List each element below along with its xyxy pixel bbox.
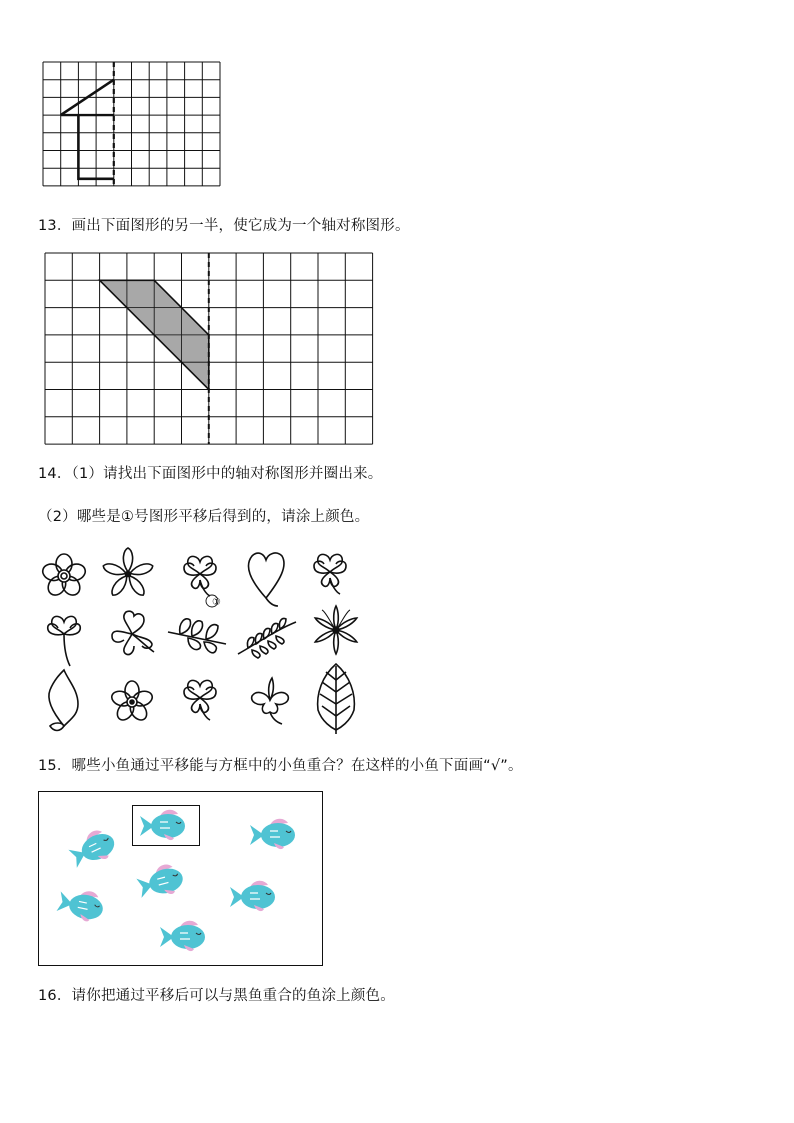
clover-icon-1[interactable] xyxy=(184,556,216,596)
clover-icon-2[interactable] xyxy=(314,554,346,594)
flower-icon-2[interactable] xyxy=(110,681,154,723)
leaf-icon[interactable] xyxy=(318,664,355,734)
ivy-leaf-icon[interactable] xyxy=(252,678,289,724)
five-petal-flower-icon[interactable] xyxy=(102,548,154,598)
question-14-figures xyxy=(30,540,375,740)
lily-icon[interactable] xyxy=(314,606,358,654)
leaf-sprig-icon[interactable] xyxy=(168,619,226,653)
clover-icon-4[interactable] xyxy=(184,680,216,720)
heart-leaf-icon-2[interactable] xyxy=(49,670,78,731)
question-14-part2-text: （2）哪些是①号图形平移后得到的，请涂上颜色。 xyxy=(38,509,370,525)
question-13-grid[interactable] xyxy=(44,252,378,448)
top-grid-lines xyxy=(43,62,220,186)
question-15-text: 15．哪些小鱼通过平移能与方框中的小鱼重合？在这样的小鱼下面画“√”。 xyxy=(38,758,523,774)
figure-1-marker: ① xyxy=(212,597,221,608)
heart-leaf-icon[interactable] xyxy=(248,553,284,606)
four-leaf-icon[interactable] xyxy=(112,611,154,654)
question-15-figure xyxy=(38,791,324,967)
clover-icon-3[interactable] xyxy=(48,616,81,666)
top-grid-figure xyxy=(40,60,226,196)
question-16-text: 16．请你把通过平移后可以与黑鱼重合的鱼涂上颜色。 xyxy=(38,988,395,1004)
question-13-text: 13．画出下面图形的另一半，使它成为一个轴对称图形。 xyxy=(38,218,410,234)
fern-branch-icon[interactable] xyxy=(238,618,296,658)
flower-icon[interactable] xyxy=(41,554,88,599)
question-14-part1-text: 14．（1）请找出下面图形中的轴对称图形并圈出来。 xyxy=(38,466,383,482)
